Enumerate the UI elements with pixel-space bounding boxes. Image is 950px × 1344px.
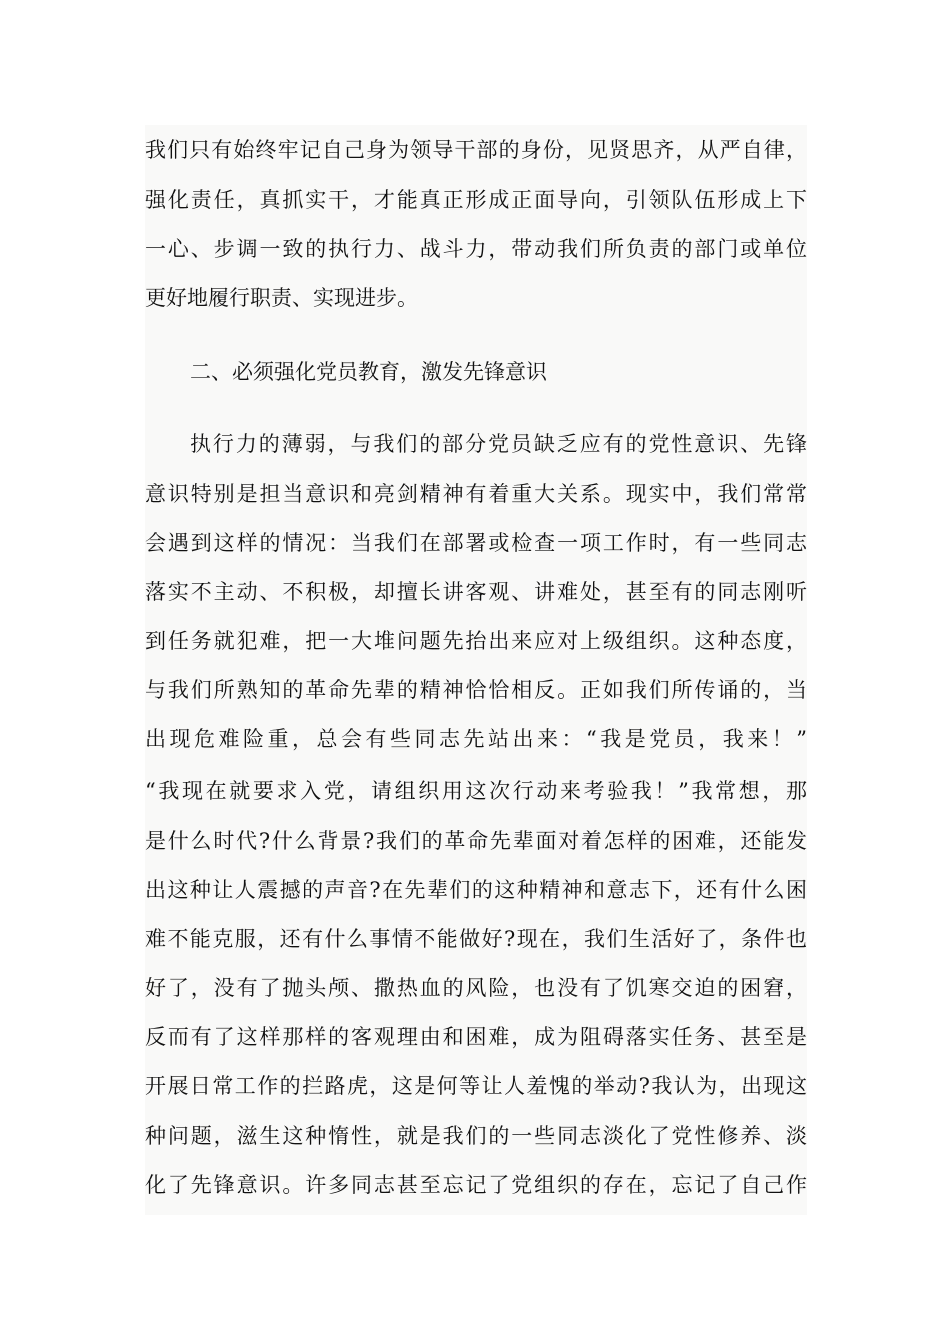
- paragraph-line: 出现危难险重，总会有些同志先站出来：“我是党员，我来！”: [145, 727, 807, 751]
- paragraph-line: 反而有了这样那样的客观理由和困难，成为阻碍落实任务、甚至是: [145, 1025, 807, 1049]
- paragraph-line: 与我们所熟知的革命先辈的精神恰恰相反。正如我们所传诵的，当: [145, 678, 807, 702]
- paragraph-line: 更好地履行职责、实现进步。: [145, 286, 418, 310]
- section-heading: 二、必须强化党员教育，激发先锋意识: [190, 360, 547, 384]
- paragraph-line: 一心、步调一致的执行力、战斗力，带动我们所负责的部门或单位: [145, 237, 807, 261]
- paragraph-line: 是什么时代?什么背景?我们的革命先辈面对着怎样的困难，还能发: [145, 829, 807, 853]
- paragraph-line: 我们只有始终牢记自己身为领导干部的身份，见贤思齐，从严自律，: [145, 138, 807, 162]
- paragraph-line: “我现在就要求入党，请组织用这次行动来考验我！”我常想，那: [145, 779, 807, 803]
- paragraph-line: 开展日常工作的拦路虎，这是何等让人羞愧的举动?我认为，出现这: [145, 1074, 807, 1098]
- paragraph-line: 强化责任，真抓实干，才能真正形成正面导向，引领队伍形成上下: [145, 188, 807, 212]
- paragraph-line: 落实不主动、不积极，却擅长讲客观、讲难处，甚至有的同志刚听: [145, 580, 807, 604]
- paragraph-line: 会遇到这样的情况：当我们在部署或检查一项工作时，有一些同志: [145, 531, 807, 555]
- paragraph-line: 种问题，滋生这种惰性，就是我们的一些同志淡化了党性修养、淡: [145, 1124, 807, 1148]
- paragraph-line: 执行力的薄弱，与我们的部分党员缺乏应有的党性意识、先锋: [190, 432, 807, 456]
- paragraph-line: 意识特别是担当意识和亮剑精神有着重大关系。现实中，我们常常: [145, 482, 807, 506]
- paragraph-line: 好了，没有了抛头颅、撒热血的风险，也没有了饥寒交迫的困窘，: [145, 976, 807, 1000]
- paragraph-line: 到任务就犯难，把一大堆问题先抬出来应对上级组织。这种态度，: [145, 629, 807, 653]
- paragraph-line: 出这种让人震撼的声音?在先辈们的这种精神和意志下，还有什么困: [145, 878, 807, 902]
- paragraph-line: 化了先锋意识。许多同志甚至忘记了党组织的存在，忘记了自己作: [145, 1173, 807, 1197]
- paragraph-line: 难不能克服，还有什么事情不能做好?现在，我们生活好了，条件也: [145, 927, 807, 951]
